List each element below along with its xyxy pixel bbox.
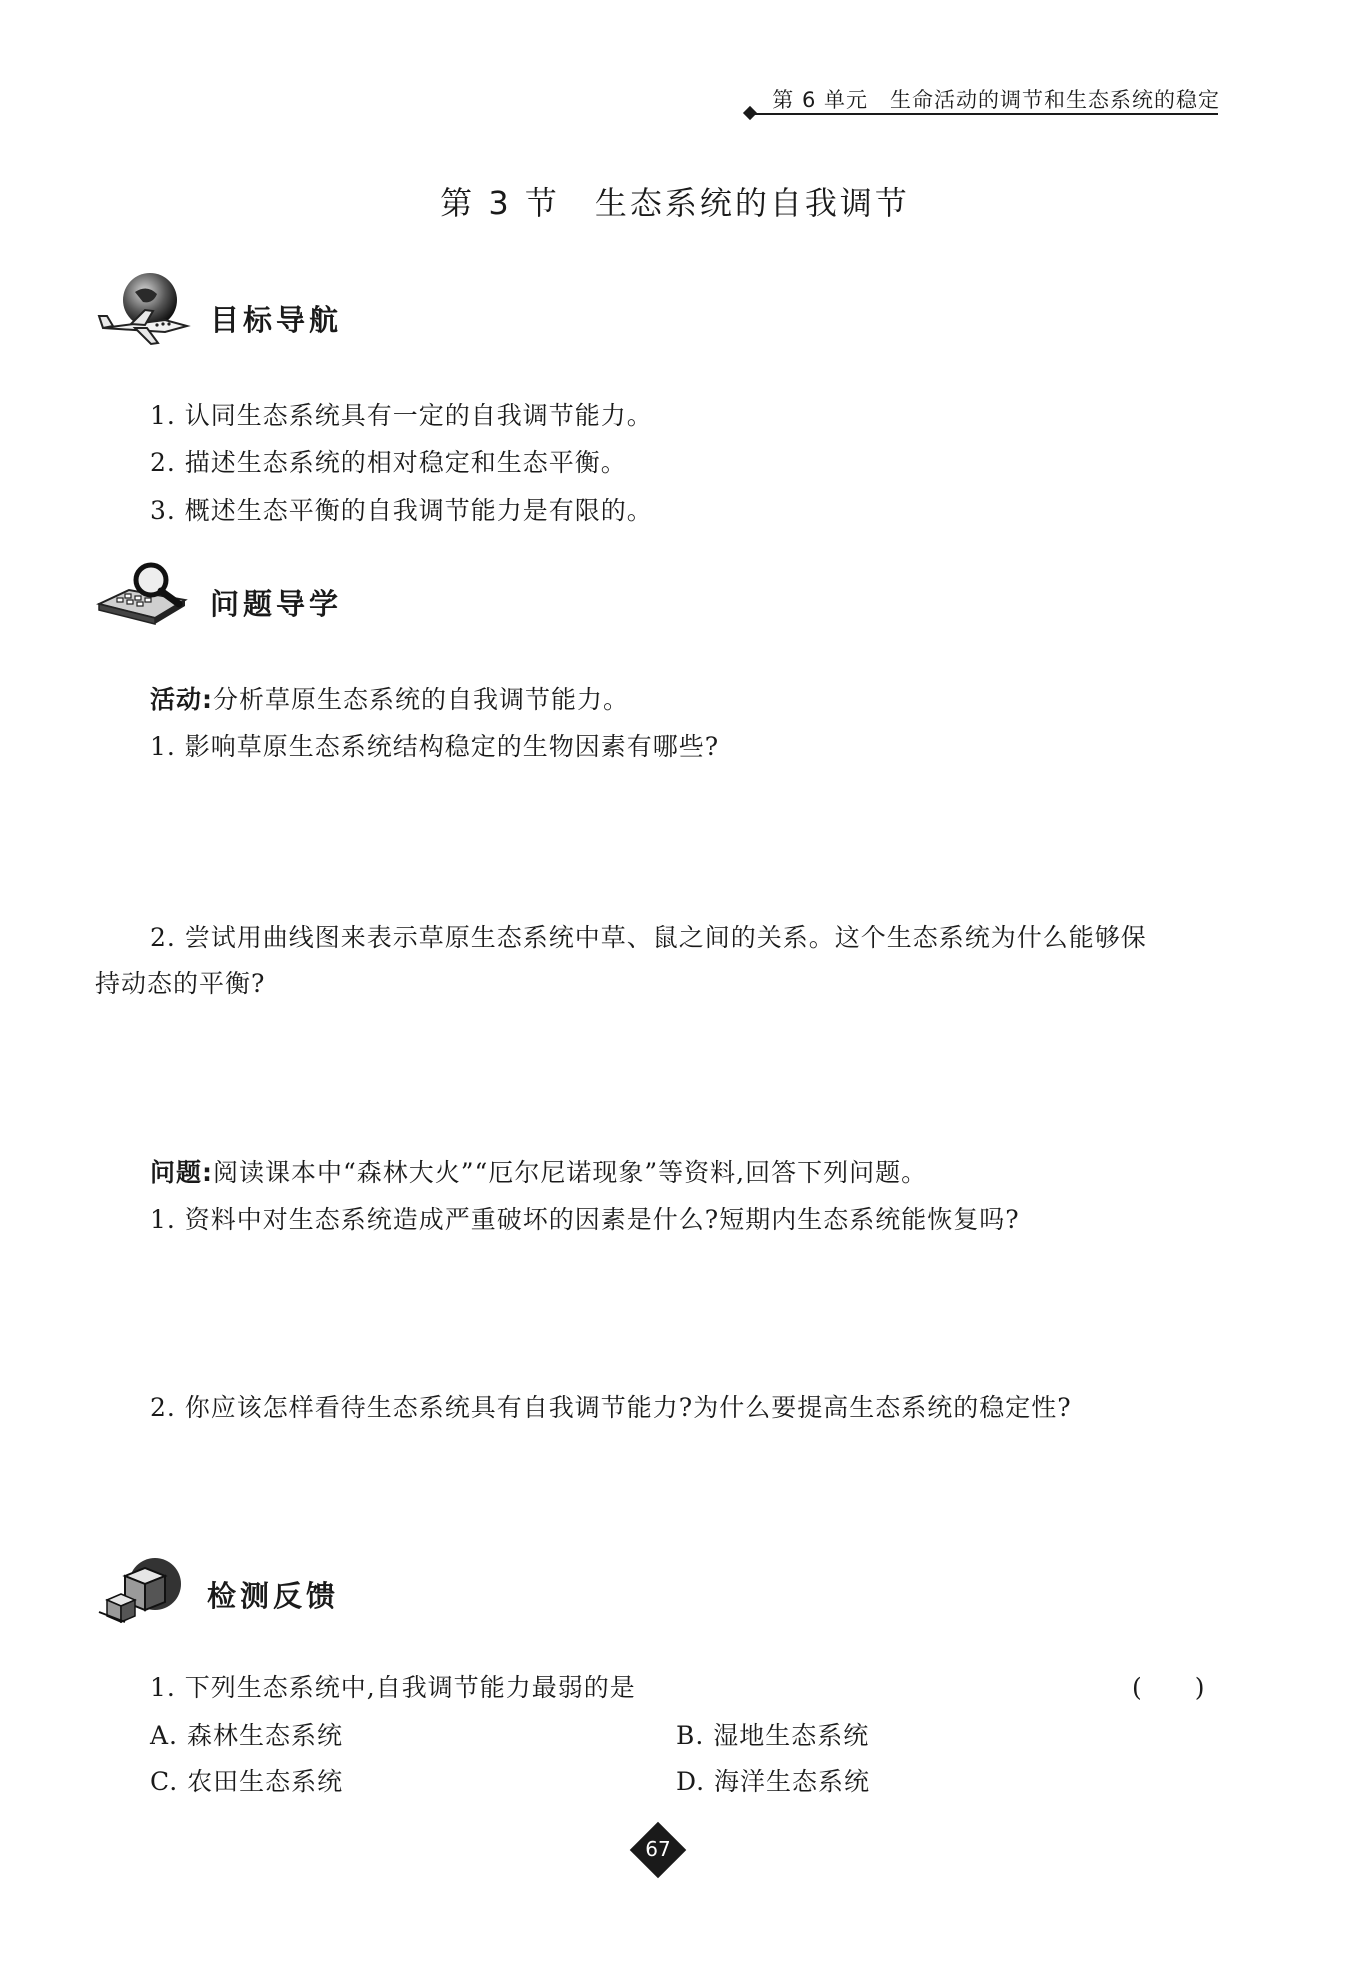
goal-item-2: 2. 描述生态系统的相对稳定和生态平衡。: [150, 448, 627, 477]
feedback-heading: 检测反馈: [207, 1579, 340, 1613]
goals-heading: 目标导航: [210, 303, 343, 337]
option-d: D. 海洋生态系统: [676, 1767, 871, 1796]
problem-question-1: 1. 资料中对生态系统造成严重破坏的因素是什么?短期内生态系统能恢复吗?: [150, 1205, 1020, 1234]
magnifier-icon: [95, 560, 195, 650]
activity-question-1: 1. 影响草原生态系统结构稳定的生物因素有哪些?: [150, 732, 720, 761]
cube-icon: [95, 1548, 195, 1638]
problem-question-2: 2. 你应该怎样看待生态系统具有自我调节能力?为什么要提高生态系统的稳定性?: [150, 1393, 1072, 1422]
option-b: B. 湿地生态系统: [676, 1721, 870, 1750]
airplane-globe-icon: [95, 270, 195, 360]
goal-item-1: 1. 认同生态系统具有一定的自我调节能力。: [150, 401, 653, 430]
activity-question-2-line-1: 2. 尝试用曲线图来表示草原生态系统中草、鼠之间的关系。这个生态系统为什么能够保: [150, 923, 1147, 952]
page-title: 第 3 节 生态系统的自我调节: [440, 184, 910, 222]
activity-question-2-line-2: 持动态的平衡?: [95, 969, 266, 998]
activity-text: 分析草原生态系统的自我调节能力。: [213, 685, 630, 714]
activity-lead: 活动:: [150, 685, 213, 714]
problem-line: [150, 1153, 927, 1189]
header-rule: [752, 113, 1218, 115]
study-heading: 问题导学: [210, 587, 343, 621]
answer-bracket[interactable]: ( ): [1132, 1673, 1206, 1702]
option-a: A. 森林生态系统: [150, 1721, 343, 1750]
problem-lead: 问题:: [150, 1158, 213, 1187]
option-c: C. 农田生态系统: [150, 1767, 344, 1796]
problem-text: 阅读课本中“森林大火”“厄尔尼诺现象”等资料,回答下列问题。: [213, 1158, 928, 1187]
feedback-question-1: 1. 下列生态系统中,自我调节能力最弱的是: [150, 1673, 636, 1702]
unit-header: 第 6 单元 生命活动的调节和生态系统的稳定: [772, 88, 1220, 112]
activity-line: [150, 680, 629, 716]
goal-item-3: 3. 概述生态平衡的自我调节能力是有限的。: [150, 496, 653, 525]
page-number: 67: [645, 1837, 671, 1861]
